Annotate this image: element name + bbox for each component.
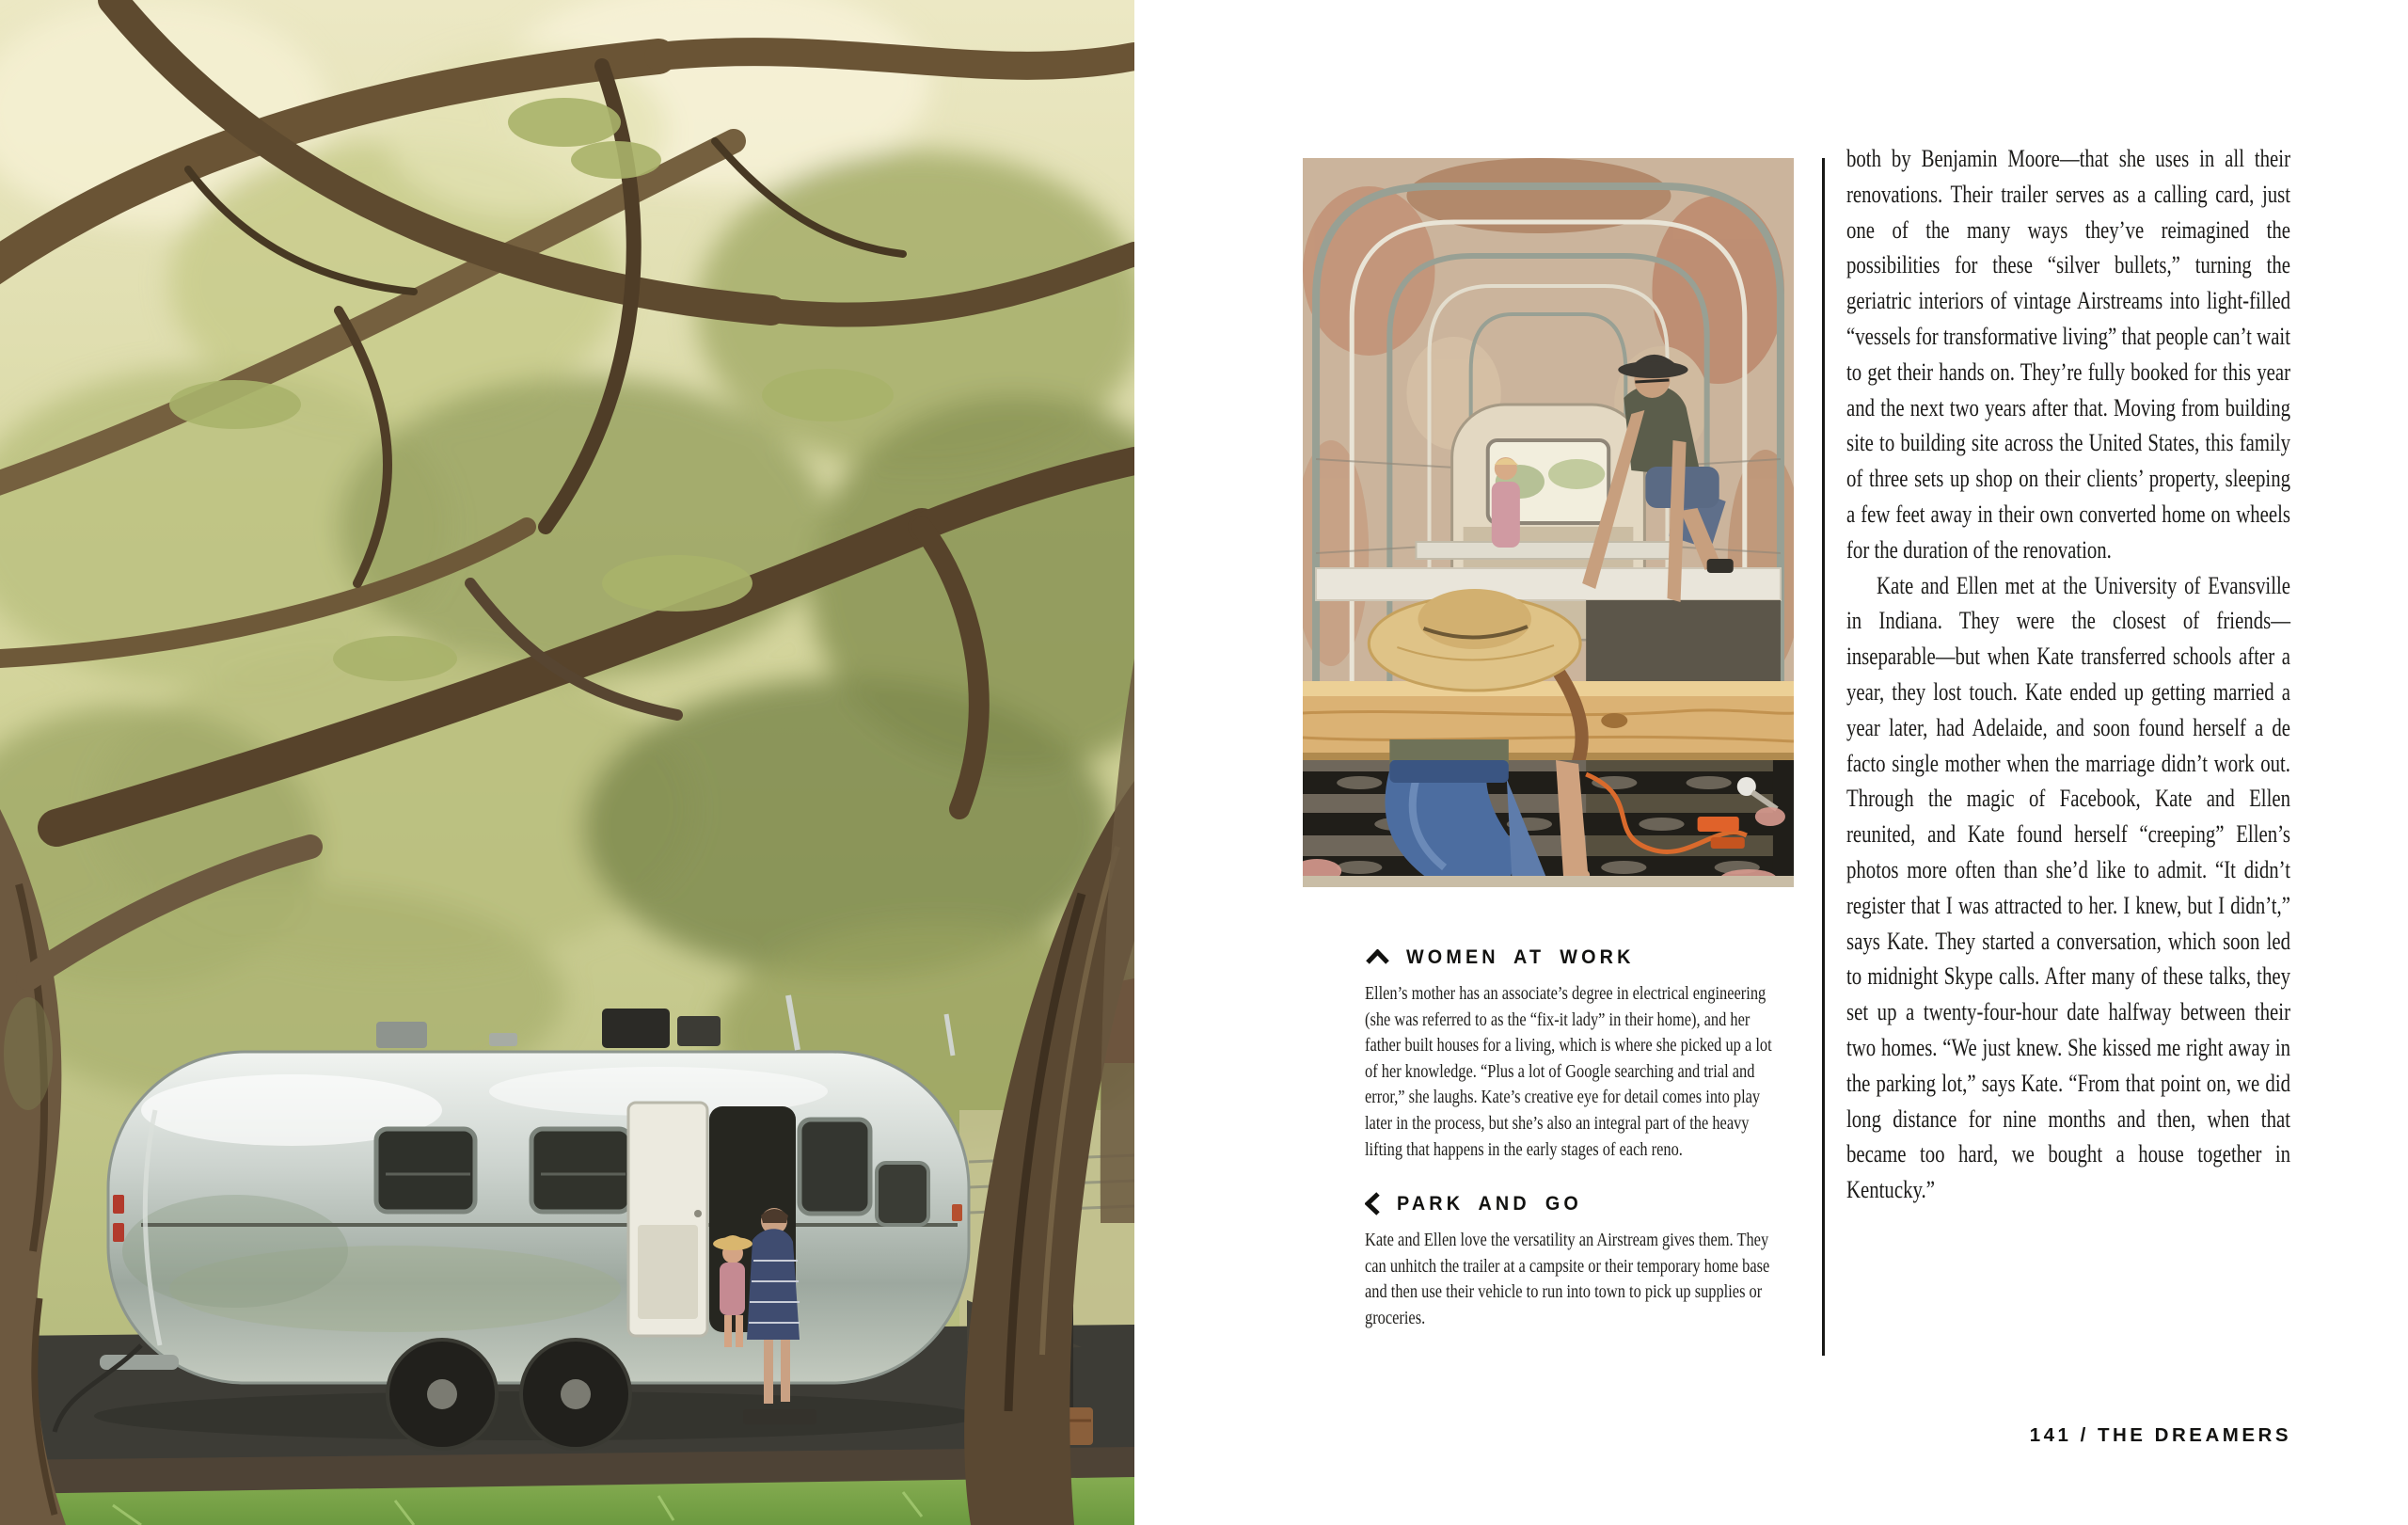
article-paragraph: Kate and Ellen met at the University of Evansville in Indiana. They were the closest of friends—inseparable—but when Kate transferred schools after a year, they lost touch. Kate ended up getting married a year later, had Adelaide, and soon found herself a de facto single mother when the marriage didn’t work out. Through the magic of Facebook, Kate and Ellen reunited, and Kate found herself “creeping” Ellen’s photos more often than she’d like to admit. “It didn’t register that I was attracted to her. I knew, but I didn’t,” says Kate. They started a conversation, which soon led to midnight Skype calls. After many of these talks, they set up a twenty-four-hour date halfway between their two homes. “We just knew. She kissed me right away in the parking lot,” says Kate. “From that point on, we did long distance for nine months and then, when that became too hard, we bought a house together in Kentucky.”	[1846, 571, 2290, 1204]
caption-heading-park-and-go	[1365, 1191, 1816, 1215]
caption-text-women-at-work: Ellen’s mother has an associate’s degree in electrical engineering (she was referred to as the “fix-it lady” in their home), and her father built houses for a living, which is where she picked up a lot of her knowledge. “Plus a lot of Google searching and trial and error,” she laughs. Kate’s creative eye for detail comes into play later in the process, but she’s also an integral part of the heavy lifting that happens in the early stages of each reno.	[1365, 983, 1772, 1160]
child-figure	[1492, 457, 1520, 548]
floor-joists	[1303, 760, 1794, 887]
exterior-photo-illustration	[0, 0, 1134, 1525]
chevron-up-icon	[1365, 949, 1390, 965]
caption-column	[1365, 945, 1816, 1332]
caption-text-park-and-go: Kate and Ellen love the versatility an Airstream gives them. They can unhitch the trailer at a campsite or their temporary home base and then use their vehicle to run into town to pick up supplies or groceries.	[1365, 1230, 1770, 1328]
caption-title: PARK AND GO	[1397, 1191, 1582, 1215]
door-step	[743, 1409, 816, 1424]
page-folio: 141 / THE DREAMERS	[2029, 1424, 2291, 1446]
pine-beam	[1303, 681, 1794, 760]
article-column	[1846, 141, 2290, 1208]
caption-body-wrap	[1365, 1228, 1783, 1331]
floor-shade	[1586, 600, 1781, 681]
caption-title: WOMEN AT WORK	[1406, 945, 1635, 968]
interior-photo-illustration	[1303, 158, 1794, 887]
column-divider-rule	[1822, 158, 1825, 1356]
plank-white	[1316, 568, 1781, 600]
debris-strip	[1303, 876, 1794, 887]
caption-heading-women-at-work	[1365, 945, 1816, 969]
plank-far	[1416, 542, 1680, 559]
caption-body-wrap	[1365, 981, 1783, 1163]
article-paragraph: both by Benjamin Moore—that she uses in all their renovations. Their trailer serves as a calling card, just one of the many ways they’ve reimagined the possibilities for these “silver bullets,” turning the geriatric interiors of vintage Airstreams into light-filled “vessels for transformative living” that people can’t wait to get their hands on. They’re fully booked for this year and the next two years after that. Moving from building site to building site across the United States, this family of three sets up shop on their clients’ property, sleeping a few feet away in their own converted home on wheels for the duration of the renovation.	[1846, 145, 2290, 564]
airstream-interior-photo	[1303, 158, 1794, 887]
chevron-left-icon	[1365, 1191, 1381, 1216]
airstream-exterior-photo	[0, 0, 1134, 1525]
